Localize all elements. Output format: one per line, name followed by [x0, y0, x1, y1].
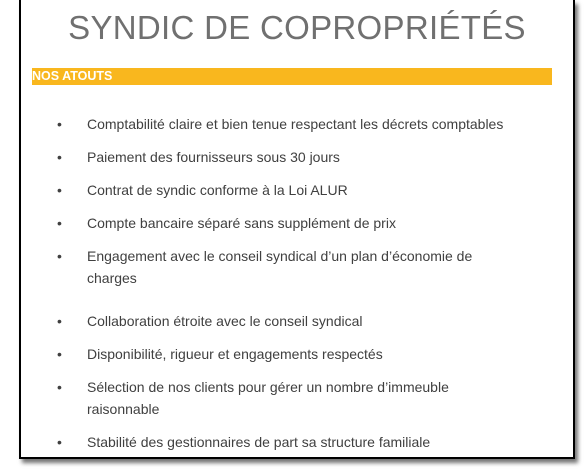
bullet-icon: • [57, 215, 62, 231]
bullet-icon: • [57, 434, 62, 450]
list-item-text: Stabilité des gestionnaires de part sa structure familiale [87, 434, 431, 450]
list-item-text: Paiement des fournisseurs sous 30 jours [87, 149, 340, 165]
document-frame [19, 0, 575, 459]
list-item-text: Sélection de nos clients pour gérer un nombre d’immeuble raisonnable [87, 379, 449, 417]
list-item-text: Compte bancaire séparé sans supplément de prix [87, 215, 396, 231]
bullet-icon: • [57, 379, 62, 395]
section-header-bar [32, 68, 552, 85]
bullet-icon: • [57, 248, 62, 264]
bullet-icon: • [57, 313, 62, 329]
list-item-text: Collaboration étroite avec le conseil syndical [87, 313, 363, 329]
bullet-icon: • [57, 346, 62, 362]
bullet-icon: • [57, 116, 62, 132]
page-title: SYNDIC DE COPROPRIÉTÉS [68, 9, 526, 46]
list-item-text: Comptabilité claire et bien tenue respectant les décrets comptables [87, 116, 504, 132]
section-header-label: NOS ATOUTS [32, 69, 113, 83]
list-item-text: Engagement avec le conseil syndical d’un plan d’économie de charges [87, 248, 473, 286]
list-item-text: Contrat de syndic conforme à la Loi ALUR [87, 182, 348, 198]
bullet-icon: • [57, 149, 62, 165]
list-item-text: Disponibilité, rigueur et engagements respectés [87, 346, 383, 362]
bullet-icon: • [57, 182, 62, 198]
